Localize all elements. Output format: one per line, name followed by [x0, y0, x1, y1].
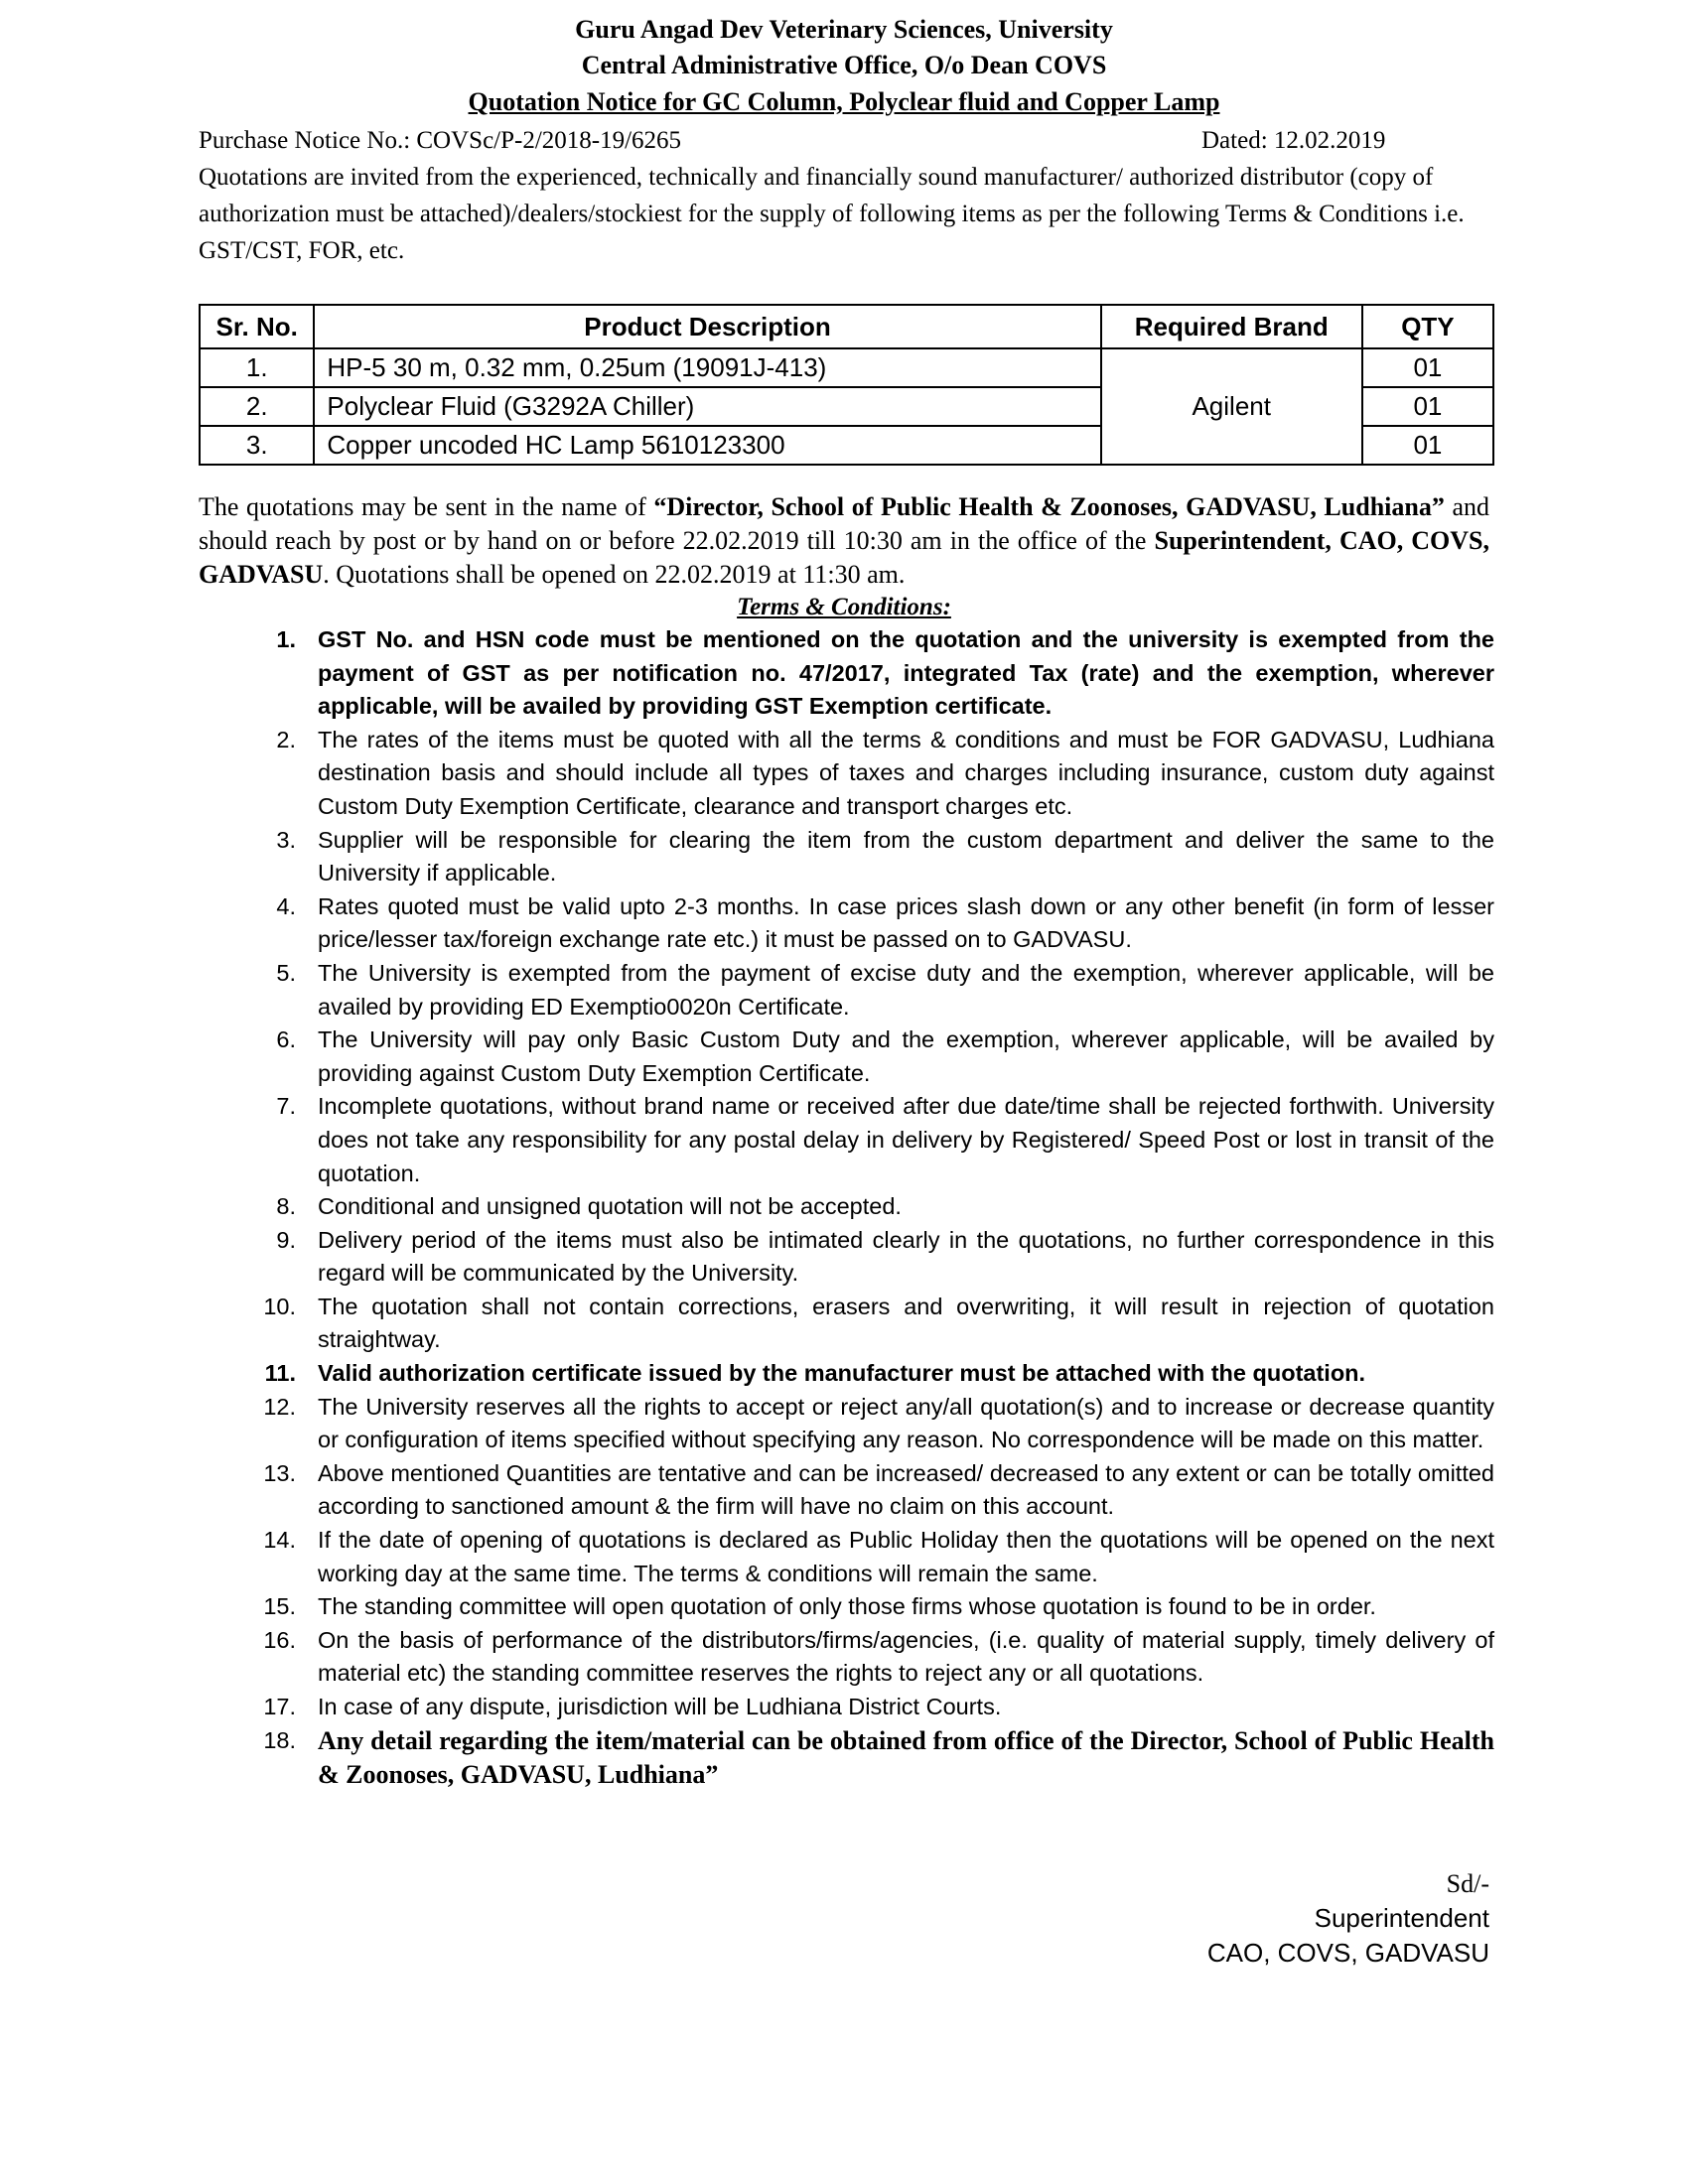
term-text: Conditional and unsigned quotation will not be accepted. — [318, 1193, 902, 1220]
items-table — [199, 304, 1494, 466]
row-sr: 1. — [200, 348, 314, 387]
term-number: 4. — [276, 892, 296, 919]
term-number: 16. — [263, 1626, 296, 1653]
list-item — [199, 1357, 1494, 1391]
university-name: Guru Angad Dev Veterinary Sciences, University — [575, 15, 1113, 44]
submission-text-3: . Quotations shall be opened on 22.02.2019 at 11:30 am. — [323, 560, 906, 589]
row-description: HP-5 30 m, 0.32 mm, 0.25um (19091J-413) — [314, 348, 1100, 387]
term-text: Rates quoted must be valid upto 2-3 months. In case prices slash down or any other benefit (in form of lesser price/lesser tax/foreign exchange rate etc.) it must be passed on to GADVASU. — [318, 892, 1494, 953]
term-text: On the basis of performance of the distributors/firms/agencies, (i.e. quality of material supply, timely delivery of material etc) the standing committee reserves the rights to reject any or all quotations. — [318, 1626, 1494, 1687]
list-item — [199, 1024, 1494, 1090]
term-text: Incomplete quotations, without brand name or received after due date/time shall be rejected forthwith. University does not take any responsibility for any postal delay in delivery by Registered/ Speed Post or lost in transit of the quotation. — [318, 1093, 1494, 1186]
term-number: 18. — [263, 1726, 296, 1753]
row-qty: 01 — [1362, 387, 1493, 426]
term-number: 13. — [263, 1459, 296, 1486]
intro-paragraph: Quotations are invited from the experienced, technically and financially sound manufacturer/ authorized distributor (copy of authorization must be attached)/dealers/stockiest for the supply of following items as per the following Terms & Conditions i.e. GST/CST, FOR, etc. — [199, 164, 1465, 264]
list-item — [199, 1224, 1494, 1291]
list-item — [199, 1291, 1494, 1357]
term-text: The rates of the items must be quoted with all the terms & conditions and must be FOR GADVASU, Ludhiana destination basis and should include all types of taxes and charges including insurance, custom duty against Custom Duty Exemption Certificate, clearance and transport charges etc. — [318, 726, 1494, 819]
term-number: 15. — [263, 1593, 296, 1620]
list-item — [199, 1391, 1494, 1457]
row-sr: 2. — [200, 387, 314, 426]
submission-text-1: The quotations may be sent in the name of — [199, 492, 654, 521]
term-text: Delivery period of the items must also be intimated clearly in the quotations, no further correspondence in this regard will be communicated by the University. — [318, 1226, 1494, 1287]
term-number: 10. — [263, 1293, 296, 1319]
term-text: Supplier will be responsible for clearing the item from the custom department and deliver the same to the University if applicable. — [318, 826, 1494, 887]
list-item — [199, 1457, 1494, 1524]
term-text: The standing committee will open quotation of only those firms whose quotation is found to be in order. — [318, 1593, 1376, 1620]
term-text: The University reserves all the rights to accept or reject any/all quotation(s) and to increase or decrease quantity or configuration of items specified without specifying any reason. No correspondence will be made on this matter. — [318, 1393, 1494, 1453]
terms-title: Terms & Conditions: — [737, 594, 951, 620]
term-number: 5. — [276, 959, 296, 986]
list-item — [199, 890, 1494, 957]
list-item — [199, 623, 1494, 724]
header-qty: QTY — [1362, 305, 1493, 348]
terms-list — [199, 623, 1494, 1792]
header-product-description: Product Description — [314, 305, 1100, 348]
list-item — [199, 1691, 1494, 1724]
term-text: The quotation shall not contain corrections, erasers and overwriting, it will result in rejection of quotation straightway. — [318, 1293, 1494, 1353]
row-sr: 3. — [200, 426, 314, 465]
row-qty: 01 — [1362, 348, 1493, 387]
term-number: 8. — [276, 1193, 296, 1220]
row-description: Copper uncoded HC Lamp 5610123300 — [314, 426, 1100, 465]
term-number: 2. — [276, 726, 296, 752]
list-item — [199, 957, 1494, 1024]
notice-line — [199, 123, 1489, 159]
list-item — [199, 1724, 1494, 1792]
term-number: 7. — [276, 1093, 296, 1120]
list-item — [199, 1590, 1494, 1624]
term-text: Any detail regarding the item/material can be obtained from office of the Director, School of Public Health & Zoonoses, GADVASU, Ludhiana” — [318, 1725, 1494, 1789]
term-number: 14. — [263, 1527, 296, 1554]
header-sr-no: Sr. No. — [200, 305, 314, 348]
row-qty: 01 — [1362, 426, 1493, 465]
signature-block — [1207, 1866, 1489, 1971]
signature-office: CAO, COVS, GADVASU — [1206, 1938, 1489, 1968]
term-text: If the date of opening of quotations is declared as Public Holiday then the quotations will be opened on the next working day at the same time. The terms & conditions will remain the same. — [318, 1527, 1494, 1586]
submission-paragraph — [199, 490, 1489, 592]
submission-office: Superintendent, CAO, COVS, GADVASU — [199, 526, 1490, 589]
term-number: 6. — [276, 1026, 296, 1053]
list-item — [199, 1524, 1494, 1590]
term-text: The University is exempted from the payment of excise duty and the exemption, wherever applicable, will be availed by providing ED Exemptio0020n Certificate. — [318, 959, 1494, 1020]
term-text: Valid authorization certificate issued by the manufacturer must be attached with the quotation. — [318, 1360, 1366, 1387]
submission-text-2: and should reach by post or by hand on or before 22.02.2019 till 10:30 am in the office of the — [199, 492, 1489, 555]
office-name: Central Administrative Office, O/o Dean COVS — [581, 51, 1107, 79]
term-number: 17. — [263, 1694, 296, 1719]
table-row — [200, 348, 1493, 387]
term-text: In case of any dispute, jurisdiction will be Ludhiana District Courts. — [318, 1694, 1002, 1719]
header-required-brand: Required Brand — [1101, 305, 1362, 348]
table-header-row — [200, 305, 1493, 348]
list-item — [199, 724, 1494, 824]
term-number: 12. — [263, 1393, 296, 1420]
row-description: Polyclear Fluid (G3292A Chiller) — [314, 387, 1100, 426]
notice-title: Quotation Notice for GC Column, Polyclear fluid and Copper Lamp — [468, 87, 1220, 116]
term-number: 1. — [276, 626, 296, 652]
submission-addressee: “Director, School of Public Health & Zoonoses, GADVASU, Ludhiana” — [653, 492, 1445, 521]
term-number: 11. — [264, 1360, 296, 1387]
purchase-notice-number: Purchase Notice No.: COVSc/P-2/2018-19/6265 — [199, 127, 682, 154]
list-item — [199, 824, 1494, 890]
term-text: The University will pay only Basic Custom Duty and the exemption, wherever applicable, will be availed by providing against Custom Duty Exemption Certificate. — [318, 1026, 1494, 1086]
term-number: 3. — [276, 826, 296, 853]
row-brand: Agilent — [1101, 348, 1362, 465]
list-item — [199, 1624, 1494, 1691]
notice-date: Dated: 12.02.2019 — [1201, 127, 1386, 154]
signature-sd: Sd/- — [1446, 1869, 1489, 1898]
signature-title: Superintendent — [1314, 1903, 1489, 1933]
term-text: GST No. and HSN code must be mentioned on the quotation and the university is exempted from the payment of GST as per notification no. 47/2017, integrated Tax (rate) and the exemption, wherever applicable, will be availed by providing GST Exemption certificate. — [318, 626, 1494, 720]
term-text: Above mentioned Quantities are tentative and can be increased/ decreased to any extent or can be totally omitted according to sanctioned amount & the firm will have no claim on this account. — [318, 1459, 1494, 1520]
list-item — [199, 1090, 1494, 1190]
term-number: 9. — [276, 1226, 296, 1253]
list-item — [199, 1190, 1494, 1224]
